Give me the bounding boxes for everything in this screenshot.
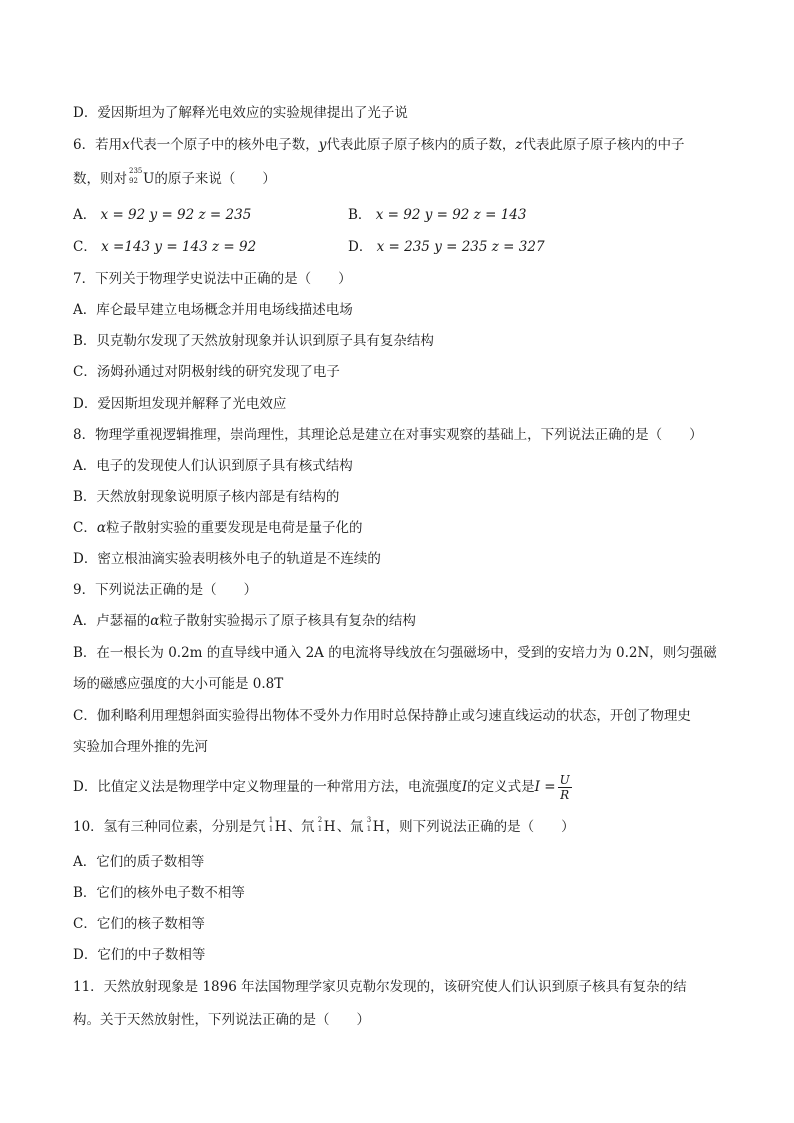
q9-option-b-line1: B．在一根长为 0.2m 的直导线中通入 2A 的电流将导线放在匀强磁场中，受到的安培力为 0.2N，则匀强磁 — [73, 645, 717, 661]
q8-option-d: D．密立根油滴实验表明核外电子的轨道是不连续的 — [73, 551, 381, 567]
var-y: y — [318, 137, 327, 153]
q6-option-b: B． x = 92 y = 92 z = 143 — [348, 207, 527, 223]
q8-option-c: C．α粒子散射实验的重要发现是电荷是量子化的 — [73, 520, 363, 536]
q8-stem: 8．物理学重视逻辑推理，崇尚理性，其理论总是建立在对事实观察的基础上，下列说法正确的是（ ） — [73, 427, 703, 443]
q10-option-d: D．它们的中子数相等 — [73, 947, 206, 963]
q6-option-a: A． x = 92 y = 92 z = 235 — [73, 207, 252, 223]
q11-stem-line1: 11．天然放射现象是 1896 年法国物理学家贝克勒尔发现的，该研究使人们认识到原子核具有复杂的结 — [73, 979, 687, 995]
q10-stem: 10．氢有三种同位素，分别是氕 1 1 H 、氘 2 1 H 、氚 3 1 H ，则下列说法正确的是（ ） — [73, 816, 575, 835]
q6-stem-line2: 数，则对 235 92 U的原子来说（ ） — [73, 167, 276, 187]
q6-option-d: D． x = 235 y = 235 z = 327 — [348, 239, 545, 255]
q10-option-b: B．它们的核外电子数不相等 — [73, 885, 245, 901]
q9-option-b-line2: 场的磁感应强度的大小可能是 0.8T — [73, 676, 284, 692]
q8-option-b: B．天然放射现象说明原子核内部是有结构的 — [73, 489, 340, 505]
q10-option-a: A．它们的质子数相等 — [73, 854, 205, 870]
alpha-symbol: α — [96, 520, 106, 536]
uranium-nuclide: 235 92 — [129, 167, 143, 185]
q9-option-a: A．卢瑟福的α粒子散射实验揭示了原子核具有复杂的结构 — [73, 613, 416, 629]
q7-option-a: A．库仑最早建立电场概念并用电场线描述电场 — [73, 302, 353, 318]
q10-option-c: C．它们的核子数相等 — [73, 916, 205, 932]
q7-option-c: C．汤姆孙通过对阴极射线的研究发现了电子 — [73, 364, 340, 380]
q9-stem: 9．下列说法正确的是（ ） — [73, 582, 258, 598]
q8-option-a: A．电子的发现使人们认识到原子具有核式结构 — [73, 458, 353, 474]
q7-option-d: D．爱因斯坦发现并解释了光电效应 — [73, 396, 287, 412]
alpha-symbol: α — [150, 613, 160, 629]
q11-stem-line2: 构。关于天然放射性，下列说法正确的是（ ） — [73, 1012, 370, 1028]
q7-option-b: B．贝克勒尔发现了天然放射现象并认识到原子具有复杂结构 — [73, 333, 434, 349]
deuterium-nuclide: 2 1 H — [317, 816, 336, 835]
var-z: z — [515, 137, 523, 153]
q9-option-d: D．比值定义法是物理学中定义物理量的一种常用方法，电流强度I的定义式是I = $\frac{U}{R}$ — [73, 773, 570, 802]
q7-stem: 7．下列关于物理学史说法中正确的是（ ） — [73, 271, 352, 287]
q6-option-c: C． x =143 y = 143 z = 92 — [73, 239, 257, 255]
var-x: x — [122, 137, 130, 153]
fraction-u-over-r: $\frac{U}{R}$ — [559, 773, 570, 802]
protium-nuclide: 1 1 H — [268, 816, 287, 835]
q5-option-d: D．爱因斯坦为了解释光电效应的实验规律提出了光子说 — [73, 105, 408, 121]
q9-option-c-line2: 实验加合理外推的先河 — [73, 739, 208, 755]
q6-stem-line1: 6．若用x代表一个原子中的核外电子数，y代表此原子原子核内的质子数，z代表此原子原子核内的中子 — [73, 137, 685, 153]
q9-option-c-line1: C．伽利略利用理想斜面实验得出物体不受外力作用时总保持静止或匀速直线运动的状态，开创了物理史 — [73, 708, 691, 724]
tritium-nuclide: 3 1 H — [366, 816, 385, 835]
